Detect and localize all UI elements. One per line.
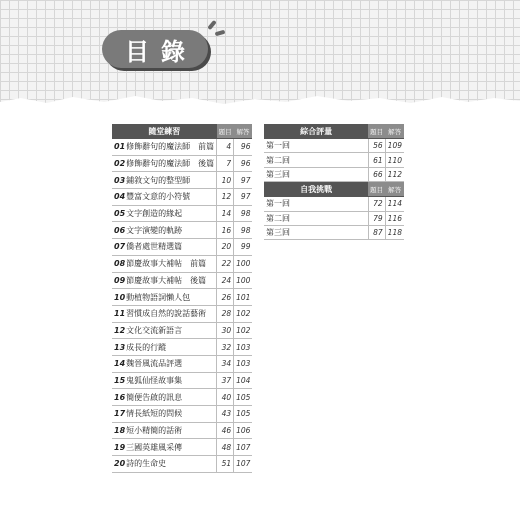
page-number: 66 bbox=[368, 167, 385, 181]
entry-title-cell bbox=[112, 439, 217, 456]
entry-title: 第一回 bbox=[266, 199, 290, 209]
answer-page-number: 105 bbox=[234, 406, 253, 423]
page-number: 43 bbox=[217, 406, 234, 423]
entry-title-cell bbox=[112, 305, 217, 322]
page-number: 72 bbox=[368, 197, 385, 211]
page-number: 51 bbox=[217, 456, 234, 473]
entry-title-cell bbox=[112, 422, 217, 439]
table-row[interactable] bbox=[112, 339, 252, 356]
entry-title: 第二回 bbox=[266, 213, 290, 223]
entry-title: 文字演變的軌跡 bbox=[126, 225, 183, 235]
table-row[interactable] bbox=[112, 172, 252, 189]
entry-number: 05 bbox=[114, 209, 126, 219]
entry-title: 第三回 bbox=[266, 169, 290, 179]
entry-title-cell bbox=[112, 456, 217, 473]
table-row[interactable] bbox=[112, 155, 252, 172]
entry-title: 鬼狐仙怪故事集 bbox=[126, 375, 183, 385]
entry-title: 第三回 bbox=[266, 228, 290, 238]
entry-title-cell bbox=[112, 155, 217, 172]
answer-page-number: 97 bbox=[234, 189, 253, 206]
entry-number: 07 bbox=[114, 242, 126, 252]
entry-number: 10 bbox=[114, 292, 126, 302]
entry-title: 僑者處世精選篇 bbox=[126, 242, 183, 252]
table-row[interactable] bbox=[264, 167, 404, 181]
entry-title-cell bbox=[112, 205, 217, 222]
page-number: 87 bbox=[368, 225, 385, 239]
entry-title-cell bbox=[112, 322, 217, 339]
page-number: 40 bbox=[217, 389, 234, 406]
table-row[interactable] bbox=[264, 197, 404, 211]
entry-number: 15 bbox=[114, 375, 126, 385]
page-number: 26 bbox=[217, 289, 234, 306]
entry-title: 簡便告啟的訊息 bbox=[126, 392, 183, 402]
entry-number: 17 bbox=[114, 409, 126, 419]
page-title: 目錄 bbox=[125, 37, 197, 66]
table-row[interactable] bbox=[112, 422, 252, 439]
title-badge bbox=[102, 30, 208, 68]
answer-page-number: 98 bbox=[234, 205, 253, 222]
answer-page-number: 109 bbox=[385, 139, 404, 153]
page-number: 16 bbox=[217, 222, 234, 239]
entry-number: 14 bbox=[114, 359, 126, 369]
table-row[interactable] bbox=[264, 225, 404, 239]
table-row[interactable] bbox=[112, 305, 252, 322]
entry-title: 節慶故事大補帖 後篇 bbox=[126, 275, 207, 285]
col-answer-header: 解答 bbox=[234, 124, 253, 139]
table-row[interactable] bbox=[112, 372, 252, 389]
table-row[interactable] bbox=[112, 322, 252, 339]
entry-title: 習慣成自然的說話藝術 bbox=[126, 309, 207, 319]
answer-page-number: 100 bbox=[234, 272, 253, 289]
entry-title: 修飾辭句的魔法師 前篇 bbox=[126, 142, 215, 152]
answer-page-number: 105 bbox=[234, 389, 253, 406]
answer-page-number: 99 bbox=[234, 239, 253, 256]
entry-number: 08 bbox=[114, 259, 126, 269]
entry-title: 成長的行蹤 bbox=[126, 342, 167, 352]
entry-title: 動植物語詞懶人包 bbox=[126, 292, 191, 302]
answer-page-number: 107 bbox=[234, 456, 253, 473]
entry-title-cell bbox=[264, 139, 368, 153]
entry-title-cell bbox=[112, 139, 217, 156]
table-row[interactable] bbox=[112, 239, 252, 256]
page-number: 7 bbox=[217, 155, 234, 172]
answer-page-number: 103 bbox=[234, 355, 253, 372]
entry-title: 修飾辭句的魔法師 後篇 bbox=[126, 159, 215, 169]
answer-page-number: 98 bbox=[234, 222, 253, 239]
entry-title-cell bbox=[112, 289, 217, 306]
entry-title: 情長紙短的問候 bbox=[126, 409, 183, 419]
entry-title-cell bbox=[112, 389, 217, 406]
answer-page-number: 100 bbox=[234, 255, 253, 272]
assessment-table bbox=[264, 124, 404, 240]
answer-page-number: 96 bbox=[234, 139, 253, 156]
page-number: 14 bbox=[217, 205, 234, 222]
entry-title-cell bbox=[112, 406, 217, 423]
table-row[interactable] bbox=[112, 439, 252, 456]
practice-table bbox=[112, 124, 252, 473]
col-answer-header: 解答 bbox=[385, 182, 404, 197]
answer-page-number: 96 bbox=[234, 155, 253, 172]
entry-title-cell bbox=[264, 167, 368, 181]
entry-number: 01 bbox=[114, 142, 126, 152]
entry-title-cell bbox=[112, 172, 217, 189]
col-page-header: 題目 bbox=[217, 124, 234, 139]
entry-title: 文字創造的緣起 bbox=[126, 209, 183, 219]
entry-number: 11 bbox=[114, 309, 126, 319]
answer-page-number: 107 bbox=[234, 439, 253, 456]
page-number: 24 bbox=[217, 272, 234, 289]
table-row[interactable] bbox=[112, 189, 252, 206]
answer-page-number: 112 bbox=[385, 167, 404, 181]
entry-title-cell bbox=[264, 211, 368, 225]
entry-number: 04 bbox=[114, 192, 126, 202]
page-number: 79 bbox=[368, 211, 385, 225]
challenge-header: 自我挑戰 bbox=[264, 182, 368, 197]
page-number: 10 bbox=[217, 172, 234, 189]
entry-number: 03 bbox=[114, 175, 126, 185]
answer-page-number: 102 bbox=[234, 322, 253, 339]
assessment-header: 綜合評量 bbox=[264, 124, 368, 139]
entry-number: 06 bbox=[114, 225, 126, 235]
table-row[interactable] bbox=[112, 139, 252, 156]
table-row[interactable] bbox=[112, 406, 252, 423]
table-row[interactable] bbox=[112, 289, 252, 306]
page-number: 32 bbox=[217, 339, 234, 356]
entry-title: 第二回 bbox=[266, 155, 290, 165]
entry-title-cell bbox=[112, 372, 217, 389]
entry-title: 豐富文意的小符號 bbox=[126, 192, 191, 202]
entry-title: 三國英雄風采傳 bbox=[126, 442, 183, 452]
page-number: 30 bbox=[217, 322, 234, 339]
entry-title: 文化交流新語言 bbox=[126, 325, 183, 335]
page-number: 22 bbox=[217, 255, 234, 272]
answer-page-number: 110 bbox=[385, 153, 404, 167]
table-row[interactable] bbox=[112, 205, 252, 222]
entry-title-cell bbox=[112, 355, 217, 372]
table-row[interactable] bbox=[264, 211, 404, 225]
entry-title: 第一回 bbox=[266, 141, 290, 151]
table-row[interactable] bbox=[112, 389, 252, 406]
answer-page-number: 106 bbox=[234, 422, 253, 439]
entry-title-cell bbox=[264, 153, 368, 167]
entry-number: 12 bbox=[114, 325, 126, 335]
answer-page-number: 104 bbox=[234, 372, 253, 389]
page-number: 48 bbox=[217, 439, 234, 456]
entry-number: 18 bbox=[114, 426, 126, 436]
page-number: 28 bbox=[217, 305, 234, 322]
table-row[interactable] bbox=[264, 139, 404, 153]
torn-paper bbox=[0, 96, 520, 506]
entry-number: 19 bbox=[114, 442, 126, 452]
entry-number: 16 bbox=[114, 392, 126, 402]
answer-page-number: 114 bbox=[385, 197, 404, 211]
page-number: 56 bbox=[368, 139, 385, 153]
entry-title-cell bbox=[112, 255, 217, 272]
col-page-header: 題目 bbox=[368, 182, 385, 197]
col-answer-header: 解答 bbox=[385, 124, 404, 139]
entry-number: 02 bbox=[114, 159, 126, 169]
table-row[interactable] bbox=[112, 272, 252, 289]
entry-title-cell bbox=[112, 272, 217, 289]
page-number: 46 bbox=[217, 422, 234, 439]
answer-page-number: 97 bbox=[234, 172, 253, 189]
entry-title: 短小精簡的話術 bbox=[126, 426, 183, 436]
page-number: 61 bbox=[368, 153, 385, 167]
answer-page-number: 118 bbox=[385, 225, 404, 239]
entry-title-cell bbox=[264, 197, 368, 211]
page-number: 37 bbox=[217, 372, 234, 389]
practice-header: 隨堂練習 bbox=[112, 124, 217, 139]
table-row[interactable] bbox=[112, 222, 252, 239]
page-number: 20 bbox=[217, 239, 234, 256]
entry-title: 魏晉風流品評選 bbox=[126, 359, 183, 369]
answer-page-number: 116 bbox=[385, 211, 404, 225]
entry-number: 13 bbox=[114, 342, 126, 352]
entry-title: 詩的生命史 bbox=[126, 459, 167, 469]
page-number: 12 bbox=[217, 189, 234, 206]
entry-number: 09 bbox=[114, 275, 126, 285]
answer-page-number: 101 bbox=[234, 289, 253, 306]
entry-title: 鋪敘文句的整型師 bbox=[126, 175, 191, 185]
entry-number: 20 bbox=[114, 459, 126, 469]
entry-title-cell bbox=[264, 225, 368, 239]
answer-page-number: 102 bbox=[234, 305, 253, 322]
col-page-header: 題目 bbox=[368, 124, 385, 139]
table-row[interactable] bbox=[112, 456, 252, 473]
entry-title-cell bbox=[112, 239, 217, 256]
entry-title-cell bbox=[112, 222, 217, 239]
table-row[interactable] bbox=[112, 255, 252, 272]
table-row[interactable] bbox=[264, 153, 404, 167]
answer-page-number: 103 bbox=[234, 339, 253, 356]
entry-title-cell bbox=[112, 189, 217, 206]
entry-title: 節慶故事大補帖 前篇 bbox=[126, 259, 207, 269]
page-number: 4 bbox=[217, 139, 234, 156]
page-number: 34 bbox=[217, 355, 234, 372]
entry-title-cell bbox=[112, 339, 217, 356]
table-row[interactable] bbox=[112, 355, 252, 372]
